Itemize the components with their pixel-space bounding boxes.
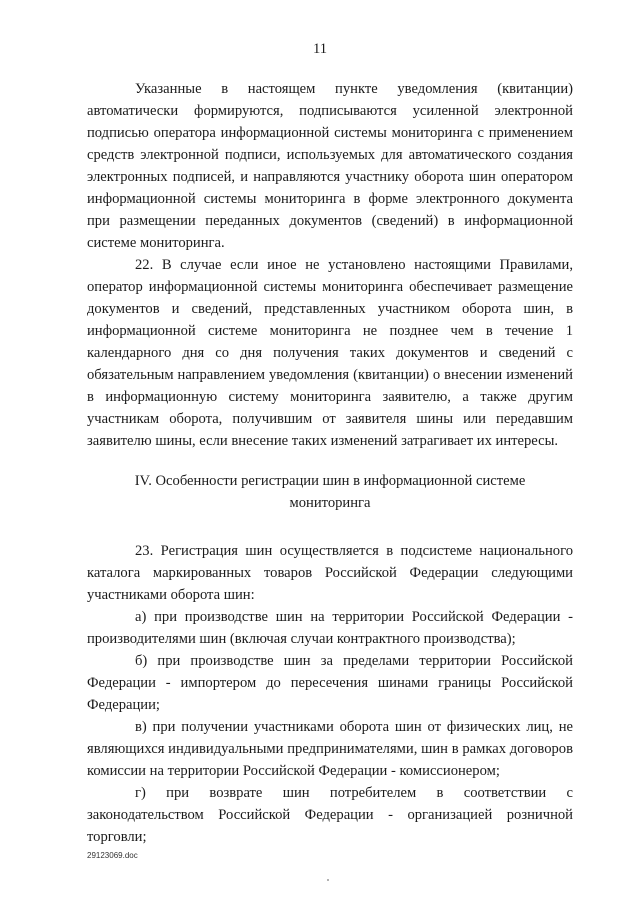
list-item: г) при возврате шин потребителем в соответствии с законодательством Российской Федерации - организацией розничной торговли; [87,785,573,845]
paragraph: 22. В случае если иное не установлено настоящими Правилами, оператор информационной системы мониторинга обеспечивает размещение документов и сведений, представленных участником оборота шин, в информационной системе мониторинга не позднее чем в течение 1 календарного дня со дня получения таких документов и сведений с обязательным направлением уведомления (квитанции) о внесении изменений в информационную систему мониторинга заявителю, а также другим участникам оборота, получившим от заявителя шины или передавшим заявителю шины, если внесение таких изменений затрагивает их интересы. [87,257,573,449]
section-heading: IV. Особенности регистрации шин в информационной системе мониторинга [134,473,526,511]
page-number: 11 [312,41,328,57]
footer-file-code: 29123069.doc [87,851,138,860]
document-body [87,78,573,848]
list-item: б) при производстве шин за пределами территории Российской Федерации - импортером до пересечения шинами границы Российской Федерации; [87,653,573,713]
paragraph: Указанные в настоящем пункте уведомления (квитанции) автоматически формируются, подписываются усиленной электронной подписью оператора информационной системы мониторинга с применением средств электронной подписи, используемых для автоматического создания электронных подписей, и направляются участнику оборота шин оператором информационной системы мониторинга в форме электронного документа при размещении переданных документов (сведений) в информационной системе мониторинга. [87,81,573,251]
list-item: а) при производстве шин на территории Российской Федерации - производителями шин (включая случаи контрактного производства); [87,609,573,647]
scan-speck [327,879,329,881]
list-item: в) при получении участниками оборота шин от физических лиц, не являющихся индивидуальными предпринимателями, шин в рамках договоров комиссии на территории Российской Федерации - комиссионером; [87,719,573,779]
spacer [87,514,573,540]
paragraph: 23. Регистрация шин осуществляется в подсистеме национального каталога маркированных товаров Российской Федерации следующими участниками оборота шин: [87,543,573,603]
